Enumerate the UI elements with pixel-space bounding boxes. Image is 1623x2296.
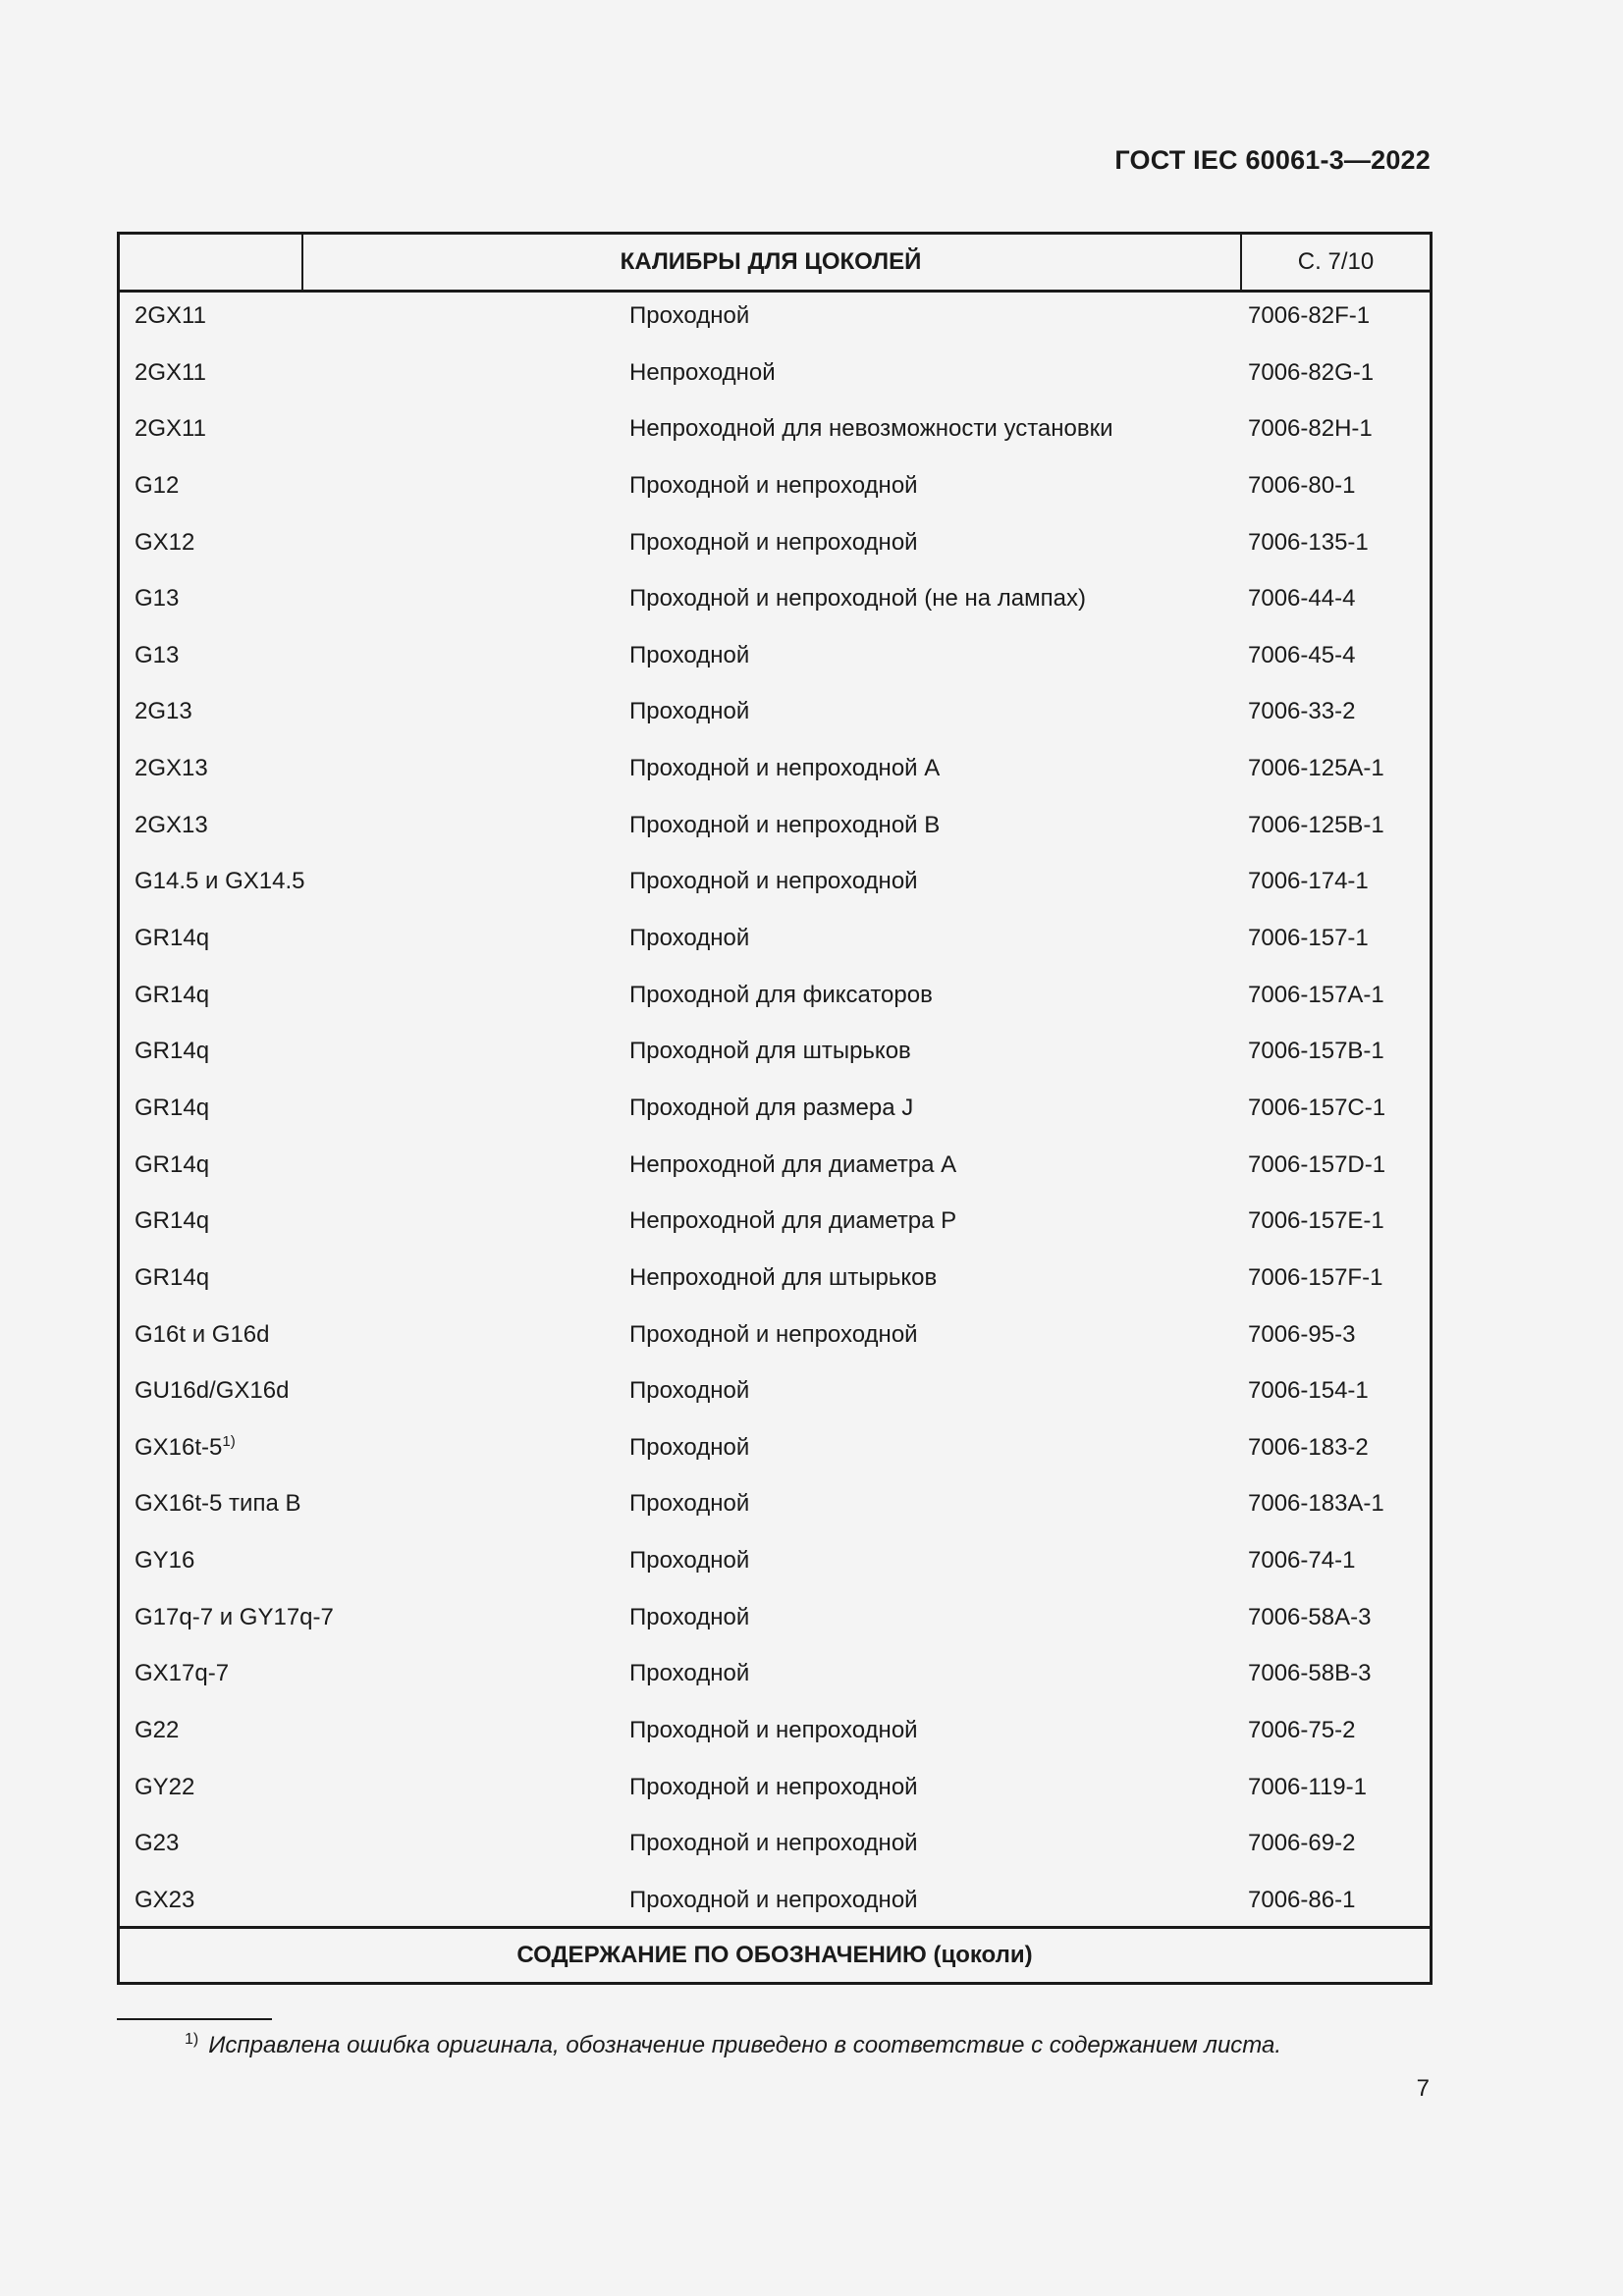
cap-designation-text: G16t и G16d — [135, 1320, 270, 1348]
cap-designation-text: GX16t-5 типа В — [135, 1490, 301, 1518]
cap-designation — [135, 642, 179, 669]
cap-designation-text: GR14q — [135, 925, 210, 952]
table-row — [120, 802, 1430, 859]
cap-designation — [135, 1434, 236, 1462]
cap-designation — [135, 1490, 300, 1518]
cap-designation — [135, 698, 192, 725]
cap-designation-text: GY16 — [135, 1547, 195, 1575]
cap-designation — [135, 1095, 209, 1122]
sheet-number: 7006-82H-1 — [1248, 415, 1373, 443]
cap-designation-text: GR14q — [135, 1038, 210, 1065]
cap-designation — [135, 472, 179, 500]
sheet-number: 7006-157A-1 — [1248, 981, 1384, 1008]
cap-designation-text: G17q-7 и GY17q-7 — [135, 1603, 334, 1630]
table-row — [120, 519, 1430, 576]
gauge-type: Проходной и непроходной — [629, 868, 918, 895]
table-row — [120, 1367, 1430, 1424]
cap-designation — [135, 359, 206, 387]
table-row — [120, 1537, 1430, 1594]
cap-designation — [135, 529, 194, 557]
sheet-number: 7006-135-1 — [1248, 528, 1369, 556]
sheet-number: 7006-183-2 — [1248, 1433, 1369, 1461]
gauge-type: Проходной — [629, 1433, 750, 1461]
gauge-type: Проходной — [629, 641, 750, 668]
table-row — [120, 1311, 1430, 1368]
cap-designation — [135, 1547, 194, 1575]
cap-designation — [135, 755, 208, 782]
table-row — [120, 1424, 1430, 1481]
cap-designation — [135, 925, 209, 952]
cap-designation — [135, 1830, 179, 1857]
cap-designation — [135, 1604, 334, 1631]
gauge-type: Проходной и непроходной А — [629, 755, 941, 782]
cap-designation-text: GR14q — [135, 1094, 210, 1121]
sheet-number: 7006-125B-1 — [1248, 811, 1384, 838]
sheet-number: 7006-82G-1 — [1248, 358, 1375, 386]
gauge-type: Непроходной — [629, 358, 776, 386]
cap-designation — [135, 812, 208, 839]
cap-designation — [135, 868, 305, 895]
gauge-type: Проходной — [629, 1490, 750, 1518]
gauge-type: Проходной — [629, 1377, 750, 1405]
cap-designation-text: 2G13 — [135, 698, 192, 725]
sheet-number: 7006-58A-3 — [1248, 1603, 1372, 1630]
table-row — [120, 462, 1430, 519]
cap-designation — [135, 982, 209, 1009]
sheet-number: 7006-75-2 — [1248, 1717, 1356, 1744]
table-row — [120, 349, 1430, 406]
table-row — [120, 405, 1430, 462]
table-row — [120, 1198, 1430, 1255]
cap-designation — [135, 1377, 289, 1405]
cap-designation-text: GR14q — [135, 1263, 210, 1291]
gauge-type: Проходной — [629, 925, 750, 952]
sheet-number: 7006-157B-1 — [1248, 1038, 1384, 1065]
cap-designation-text: 2GX11 — [135, 415, 206, 443]
sheet-number: 7006-58B-3 — [1248, 1660, 1372, 1687]
gauge-type: Проходной и непроходной — [629, 1886, 918, 1913]
cap-designation-text: G13 — [135, 585, 180, 613]
gauge-type: Проходной — [629, 1660, 750, 1687]
table-row — [120, 1480, 1430, 1537]
sheet-number: 7006-157F-1 — [1248, 1263, 1383, 1291]
table-row — [120, 915, 1430, 972]
gauge-type: Проходной и непроходной — [629, 1773, 918, 1800]
cap-designation-text: G22 — [135, 1717, 180, 1744]
gauge-type: Проходной и непроходной — [629, 471, 918, 499]
cap-designation-text: 2GX11 — [135, 358, 206, 386]
table-row — [120, 858, 1430, 915]
cap-designation-text: G23 — [135, 1830, 180, 1857]
table-footer: СОДЕРЖАНИЕ ПО ОБОЗНАЧЕНИЮ (цоколи) — [120, 1926, 1430, 1982]
cap-designation — [135, 1321, 269, 1349]
sheet-number: 7006-125A-1 — [1248, 755, 1384, 782]
header-title: КАЛИБРЫ ДЛЯ ЦОКОЛЕЙ — [301, 235, 1242, 290]
cap-designation-text: G12 — [135, 471, 180, 499]
gauge-type: Проходной для штырьков — [629, 1038, 911, 1065]
cap-designation-text: GX17q-7 — [135, 1660, 230, 1687]
gauge-type: Проходной и непроходной — [629, 1830, 918, 1857]
header-empty-cell — [120, 235, 303, 290]
table-row — [120, 1820, 1430, 1877]
sheet-number: 7006-157D-1 — [1248, 1150, 1386, 1178]
gauge-type: Непроходной для невозможности установки — [629, 415, 1113, 443]
page-number: 7 — [1416, 2075, 1430, 2102]
table-row — [120, 972, 1430, 1029]
gauge-type: Проходной для размера J — [629, 1094, 914, 1121]
cap-designation-text: GY22 — [135, 1773, 195, 1800]
cap-designation-text: GX23 — [135, 1886, 195, 1913]
gauge-type: Непроходной для штырьков — [629, 1263, 938, 1291]
table-row — [120, 575, 1430, 632]
gauge-type: Проходной и непроходной — [629, 528, 918, 556]
cap-designation-text: 2GX13 — [135, 755, 208, 782]
sheet-number: 7006-157C-1 — [1248, 1094, 1386, 1121]
table-row — [120, 1085, 1430, 1142]
header-page: С. 7/10 — [1297, 248, 1375, 275]
table-row — [120, 1594, 1430, 1651]
sheet-number: 7006-69-2 — [1248, 1830, 1356, 1857]
sheet-number: 7006-95-3 — [1248, 1320, 1356, 1348]
footnote-text: Исправлена ошибка оригинала, обозначение приведено в соответствие с содержанием листа. — [208, 2032, 1282, 2058]
footnote — [185, 2032, 1281, 2059]
cap-designation-text: G13 — [135, 641, 180, 668]
cap-designation — [135, 302, 206, 330]
sheet-number: 7006-44-4 — [1248, 585, 1356, 613]
cap-designation — [135, 1660, 229, 1687]
cap-designation-text: GX12 — [135, 528, 195, 556]
table-row — [120, 688, 1430, 745]
cap-designation-text: GU16d/GX16d — [135, 1377, 290, 1405]
sheet-number: 7006-183A-1 — [1248, 1490, 1384, 1518]
sheet-number: 7006-33-2 — [1248, 698, 1356, 725]
gauge-type: Проходной — [629, 1547, 750, 1575]
cap-designation-text: 2GX13 — [135, 811, 208, 838]
gauge-type: Проходной и непроходной (не на лампах) — [629, 585, 1086, 613]
cap-designation — [135, 1038, 209, 1065]
sheet-number: 7006-74-1 — [1248, 1547, 1356, 1575]
cap-designation-text: GR14q — [135, 981, 210, 1008]
table-row — [120, 1650, 1430, 1707]
gauge-type: Непроходной для диаметра Р — [629, 1207, 957, 1235]
gauge-type: Проходной — [629, 1603, 750, 1630]
sheet-number: 7006-80-1 — [1248, 471, 1356, 499]
sheet-number: 7006-82F-1 — [1248, 302, 1371, 329]
sheet-number: 7006-157-1 — [1248, 925, 1369, 952]
cap-designation — [135, 1151, 209, 1179]
table-row — [120, 745, 1430, 802]
gauge-type: Непроходной для диаметра А — [629, 1150, 957, 1178]
sheet-number: 7006-45-4 — [1248, 641, 1356, 668]
cap-designation-text: GR14q — [135, 1207, 210, 1235]
sheet-number: 7006-119-1 — [1248, 1773, 1367, 1800]
table-row — [120, 1142, 1430, 1199]
gauge-type: Проходной и непроходной — [629, 1717, 918, 1744]
table-row — [120, 1255, 1430, 1311]
table-row — [120, 1028, 1430, 1085]
gauge-type: Проходной — [629, 302, 750, 329]
cap-designation — [135, 1264, 209, 1292]
sheet-number: 7006-157E-1 — [1248, 1207, 1384, 1235]
footnote-marker: 1) — [185, 2031, 199, 2048]
cap-designation-text: GR14q — [135, 1150, 210, 1178]
sheet-number: 7006-174-1 — [1248, 868, 1369, 895]
cap-designation — [135, 1717, 179, 1744]
footnote-ref: 1) — [222, 1432, 236, 1450]
cap-designation-text: 2GX11 — [135, 302, 206, 329]
table-body — [120, 293, 1430, 1934]
footnote-divider — [117, 2018, 272, 2020]
table-row — [120, 1764, 1430, 1821]
cap-designation-text: G14.5 и GX14.5 — [135, 868, 305, 895]
sheet-number: 7006-86-1 — [1248, 1886, 1356, 1913]
cap-designation — [135, 585, 179, 613]
gauge-type: Проходной и непроходной — [629, 1320, 918, 1348]
cap-designation — [135, 415, 206, 443]
table-row — [120, 632, 1430, 689]
cap-designation-text: GX16t-5 — [135, 1433, 223, 1461]
table-row — [120, 1707, 1430, 1764]
gauge-type: Проходной — [629, 698, 750, 725]
gauges-table — [117, 232, 1433, 1985]
document-code: ГОСТ IEC 60061-3—2022 — [1114, 145, 1431, 175]
gauge-type: Проходной и непроходной В — [629, 811, 941, 838]
table-header — [120, 235, 1430, 293]
cap-designation — [135, 1887, 194, 1914]
gauge-type: Проходной для фиксаторов — [629, 981, 933, 1008]
table-row — [120, 293, 1430, 349]
cap-designation — [135, 1207, 209, 1235]
cap-designation — [135, 1774, 194, 1801]
sheet-number: 7006-154-1 — [1248, 1377, 1369, 1405]
table-row — [120, 1877, 1430, 1934]
